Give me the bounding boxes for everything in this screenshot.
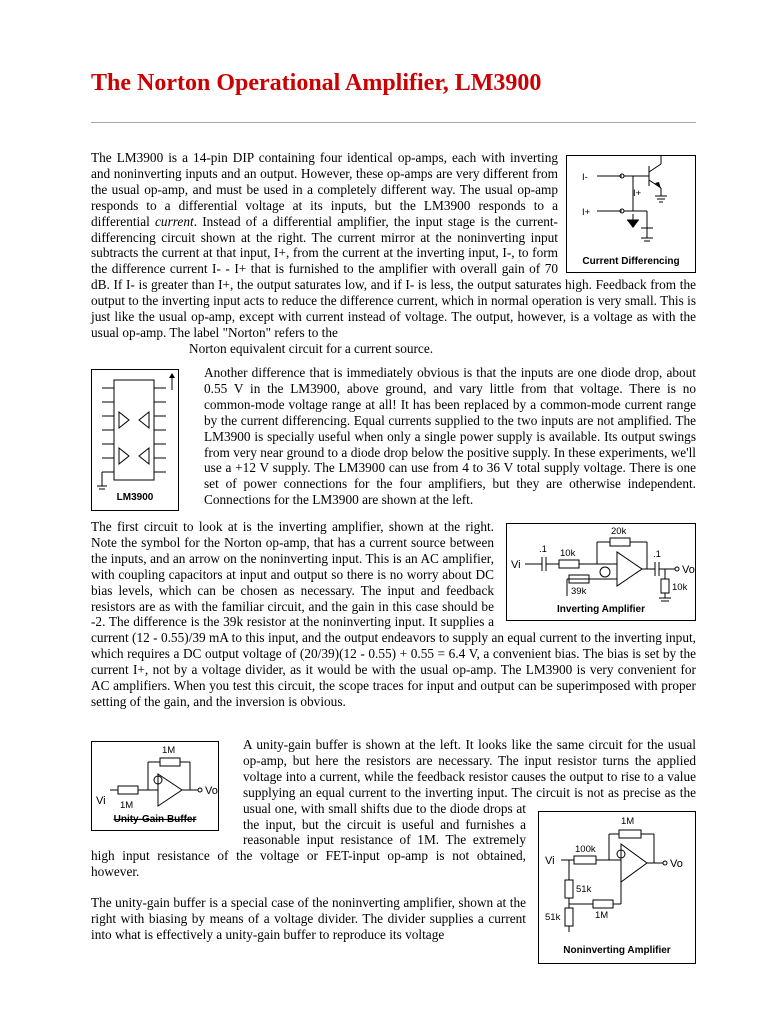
paragraph-2-text: Another difference that is immediately obvious is that the inputs are one diode drop, about 0.55 V in the LM3900, above ground, and vary little from that voltage. There is no common-mode voltage range at all! It has been replaced by a common-mode current range by the current differencing. Equal currents supplied to the two inputs are not amplified. The LM3900 is specially useful when only a single power supply is available. Its output swings from very near ground to a diode drop below the positive supply. In these experiments, we'll use a +12 V supply. The LM3900 can use from 4 to 36 V total supply voltage. There is one set of power connections for the four amplifiers, but they are otherwise independent. Connections for the LM3900 are shown at the left. bbox=[204, 365, 696, 508]
label-rin: 1M bbox=[120, 800, 134, 811]
label-cin: .1 bbox=[539, 544, 547, 555]
label-cout: .1 bbox=[653, 549, 661, 560]
paragraph-1 bbox=[91, 150, 696, 357]
label-i-minus: I- bbox=[582, 172, 588, 183]
paragraph-1-emphasis: current bbox=[155, 213, 194, 229]
label-rbias: 39k bbox=[571, 586, 587, 597]
label-rbias: 1M bbox=[595, 910, 609, 921]
label-rbot: 51k bbox=[545, 912, 561, 923]
paragraph-1-part-1: The LM3900 is a 14-pin DIP containing four identical op-amps, each with inverting and noninverting inputs and an output. However, these op-amps are very different from the usual op-amp, and must be used in a completely different way. The usual op-amp responds to a differential voltage at its inputs, but the LM3900 responds to a differential bbox=[91, 150, 558, 229]
label-rtop: 51k bbox=[576, 884, 592, 895]
paragraph-4-text: A unity-gain buffer is shown at the left. It looks like the same circuit for the usual op-amp, but here the resistors are necessary. The input resistor turns the applied voltage into a current, while the feedback resistor causes the output to rise to a value supplying an equal current to the inverting input. The circuit is not as precise as the usual one, with small shifts due to the diode drops at the input, but the circuit is useful and furnishes a reasonable input resistance of 1M. The extremely high input resistance of the voltage or FET-input op-amp is not obtained, however. bbox=[91, 737, 696, 880]
lm3900-figure bbox=[91, 369, 179, 511]
label-vi: Vi bbox=[96, 795, 106, 807]
paragraph-3-text: The first circuit to look at is the inverting amplifier, shown at the right. Note the symbol for the Norton op-amp, that has a current source between the inputs, and an arrow on the noninverting input. This is an AC amplifier, with coupling capacitors at input and output so there is no worry about DC bias levels, which can be chosen as necessary. The input and feedback resistors are as with the familiar circuit, and the gain in this case should be -2. The difference is the 39k resistor at the noninverting input. It supplies a current (12 - 0.55)/39 mA to this input, and the output endeavors to supply an equal current to the inverting input, which requires a DC output voltage of (20/39)(12 - 0.55) + 0.55 = 6.4 V, a convenient bias. The bias is set by the current I+, not by a voltage divider, as it would be with the usual op-amp. The LM3900 is very convenient for AC amplifiers. When you test this circuit, the scope traces for input and output can be superimposed with proper setting of the gain, and the inversion is obvious. bbox=[91, 519, 696, 709]
label-vo: Vo bbox=[682, 564, 695, 576]
current-differencing-figure bbox=[566, 155, 696, 273]
label-rin: 100k bbox=[575, 844, 596, 855]
label-i-plus: I+ bbox=[633, 188, 642, 199]
paragraph-5-text: The unity-gain buffer is a special case of the noninverting amplifier, shown at the right with biasing by means of a voltage divider. The divider supplies a current into what is effectively a unity-gain buffer to reproduce its voltage bbox=[91, 895, 526, 942]
title-divider bbox=[91, 122, 696, 123]
label-rf: 1M bbox=[162, 745, 176, 756]
label-vo: Vo bbox=[670, 858, 683, 870]
paragraph-1-part-3: Norton equivalent circuit for a current source. bbox=[189, 340, 434, 356]
paragraph-4 bbox=[91, 737, 696, 968]
inverting-amplifier-caption: Inverting Amplifier bbox=[557, 604, 645, 616]
paragraph-2 bbox=[91, 365, 696, 515]
unity-gain-buffer-diagram bbox=[92, 742, 218, 814]
page-title: The Norton Operational Amplifier, LM3900 bbox=[91, 70, 542, 96]
label-vi: Vi bbox=[511, 559, 521, 571]
label-rf: 1M bbox=[621, 816, 635, 827]
lm3900-caption: LM3900 bbox=[116, 492, 154, 504]
lm3900-pinout-diagram bbox=[92, 370, 178, 494]
label-vi: Vi bbox=[545, 855, 555, 867]
noninverting-amplifier-diagram bbox=[539, 812, 695, 946]
inverting-amplifier-diagram bbox=[507, 524, 695, 604]
unity-gain-buffer-figure bbox=[91, 741, 219, 831]
label-vo: Vo bbox=[205, 785, 218, 797]
label-i-plus-input: I+ bbox=[582, 207, 591, 218]
current-differencing-diagram bbox=[567, 156, 695, 256]
label-rin: 10k bbox=[560, 548, 576, 559]
noninverting-amplifier-caption: Noninverting Amplifier bbox=[563, 945, 671, 957]
noninverting-amplifier-figure bbox=[538, 811, 696, 964]
paragraph-1-part-2: . Instead of a differential amplifier, the input stage is the current-differencing circuit shown at the right. The current mirror at the noninverting input subtracts the current at that input, I+, from the current at the inverting input, I-, to form the difference current I- - I+ that is furnished to the amplifier with overall gain of 70 dB. If I- is greater than I+, the output saturates low, and if I- is less, the output saturates high. Feedback from the output to the inverting input acts to reduce the difference current, which in normal operation is very small. This is just like the usual op-amp, except with current instead of voltage. The output, however, is a voltage as with the usual op-amp. The label "Norton" refers to the bbox=[91, 213, 696, 340]
unity-gain-buffer-caption: Unity-Gain Buffer bbox=[113, 814, 197, 826]
label-rf: 20k bbox=[611, 526, 627, 537]
label-rload: 10k bbox=[672, 582, 688, 593]
paragraph-3 bbox=[91, 519, 696, 710]
inverting-amplifier-figure bbox=[506, 523, 696, 621]
current-differencing-caption: Current Differencing bbox=[582, 256, 680, 268]
